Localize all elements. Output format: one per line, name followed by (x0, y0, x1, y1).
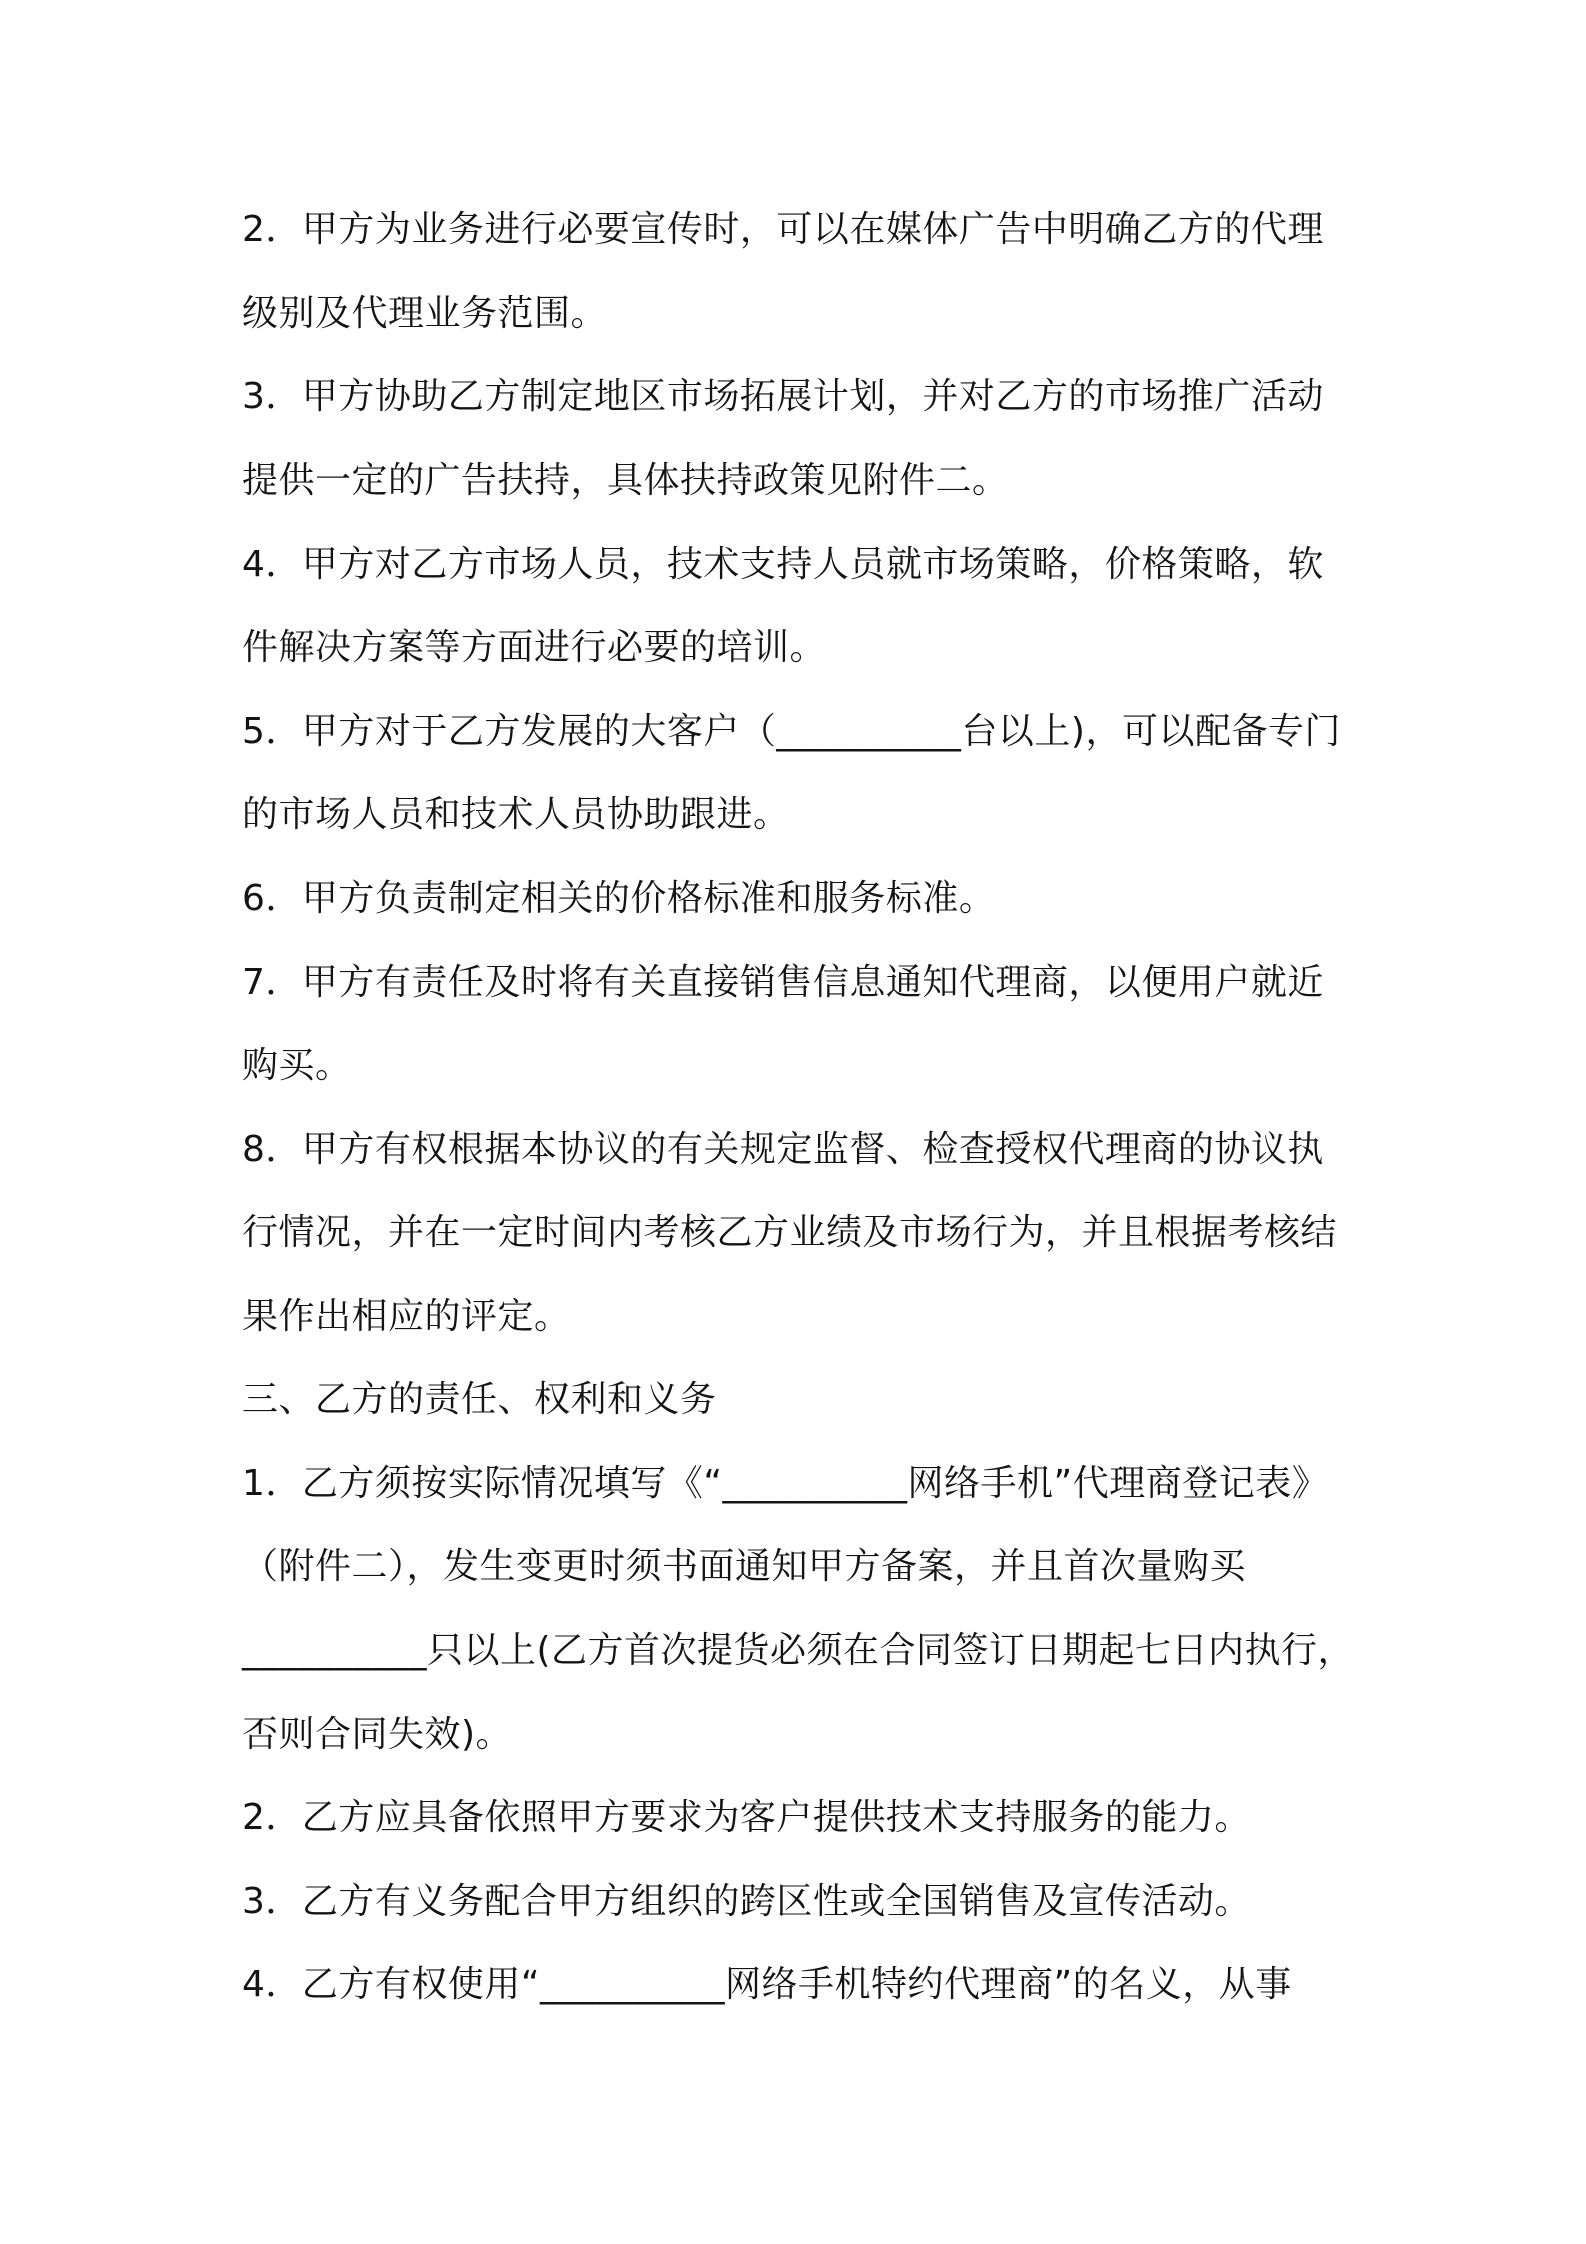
text-line: 3．甲方协助乙方制定地区市场拓展计划，并对乙方的市场推广活动 (242, 376, 1324, 417)
text-line: 3．乙方有义务配合甲方组织的跨区性或全国销售及宣传活动。 (242, 1881, 1251, 1922)
text-line: 8．甲方有权根据本协议的有关规定监督、检查授权代理商的协议执 (242, 1129, 1324, 1170)
text-line: 4．乙方有权使用“__________网络手机特约代理商”的名义，从事 (242, 1964, 1292, 2005)
text-line: 6．甲方负责制定相关的价格标准和服务标准。 (242, 878, 996, 919)
text-line: 7．甲方有责任及时将有关直接销售信息通知代理商，以便用户就近 (242, 962, 1324, 1003)
text-line: 2．甲方为业务进行必要宣传时，可以在媒体广告中明确乙方的代理 (242, 209, 1324, 250)
text-line: 提供一定的广告扶持，具体扶持政策见附件二。 (242, 460, 1009, 501)
text-line: 否则合同失效)。 (242, 1714, 513, 1755)
text-line: 4．甲方对乙方市场人员，技术支持人员就市场策略，价格策略，软 (242, 544, 1324, 585)
text-line: 级别及代理业务范围。 (242, 293, 608, 334)
text-line: 购买。 (242, 1045, 352, 1086)
text-line: 5．甲方对于乙方发展的大客户（__________台以上)，可以配备专门 (242, 711, 1341, 752)
text-line: 的市场人员和技术人员协助跟进。 (242, 794, 790, 835)
section-heading: 三、乙方的责任、权利和义务 (242, 1379, 717, 1420)
text-line: 件解决方案等方面进行必要的培训。 (242, 627, 827, 668)
text-line: __________只以上(乙方首次提货必须在合同签订日期起七日内执行， (242, 1630, 1355, 1671)
text-line: 2．乙方应具备依照甲方要求为客户提供技术支持服务的能力。 (242, 1797, 1251, 1838)
text-line: 行情况，并在一定时间内考核乙方业绩及市场行为，并且根据考核结 (242, 1212, 1338, 1253)
text-line: 果作出相应的评定。 (242, 1296, 571, 1337)
text-line: 1．乙方须按实际情况填写《“__________网络手机”代理商登记表》 (242, 1463, 1329, 1504)
text-line: （附件二），发生变更时须书面通知甲方备案，并且首次量购买 (242, 1546, 1247, 1587)
